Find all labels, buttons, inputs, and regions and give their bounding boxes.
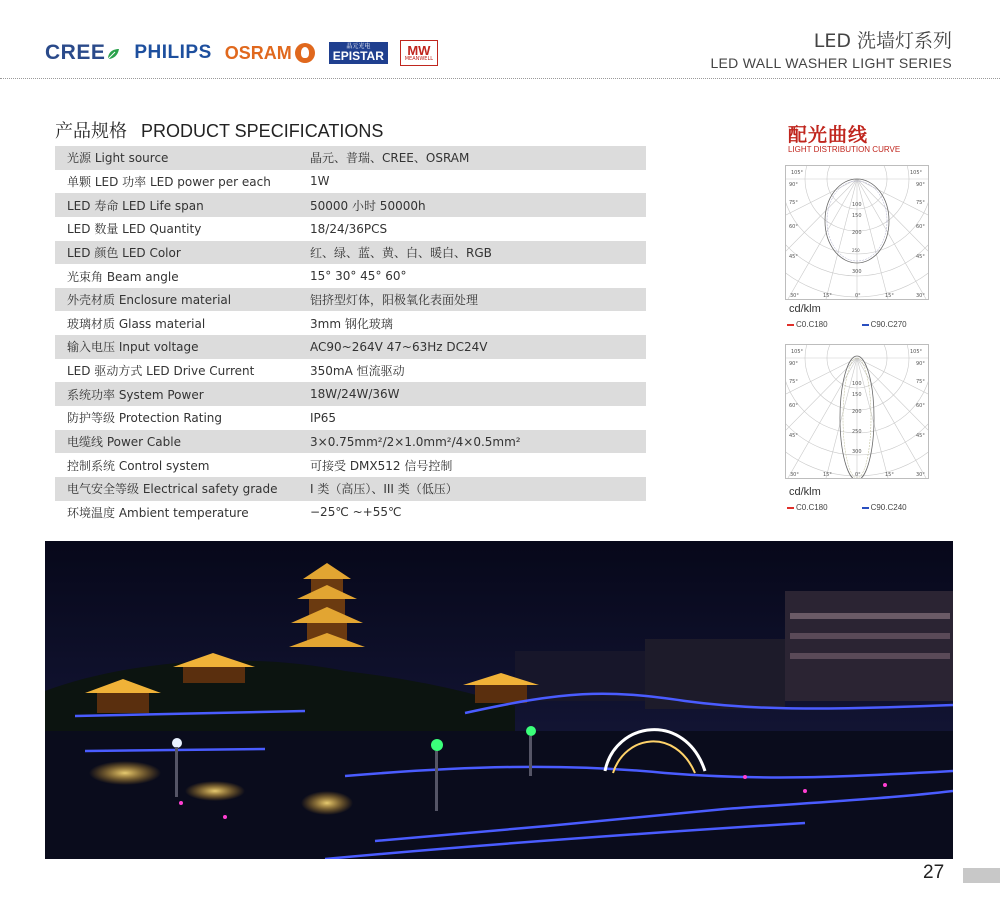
meanwell-mark: MW bbox=[407, 43, 431, 58]
osram-wordmark: OSRAM bbox=[224, 42, 292, 63]
legend-item bbox=[862, 320, 907, 329]
spec-row bbox=[55, 453, 646, 477]
angle-label: 75° bbox=[789, 200, 798, 206]
legend-swatch bbox=[862, 324, 869, 326]
spec-label: 外壳材质 Enclosure material bbox=[55, 288, 310, 312]
spec-row bbox=[55, 311, 646, 335]
spec-label: 防护等级 Protection Rating bbox=[67, 411, 223, 426]
page-number: 27 bbox=[923, 862, 945, 883]
angle-label: 60° bbox=[789, 224, 798, 230]
angle-label: 15° bbox=[823, 472, 832, 478]
spec-label: 玻璃材质 Glass material bbox=[67, 316, 206, 331]
meanwell-logo bbox=[400, 40, 438, 66]
spec-row bbox=[55, 477, 646, 501]
spec-label: LED 数量 LED Quantity bbox=[67, 222, 202, 237]
angle-label: 75° bbox=[789, 379, 798, 385]
angle-label: 0° bbox=[855, 293, 861, 299]
spec-row bbox=[55, 288, 646, 312]
spec-row bbox=[55, 193, 646, 217]
legend-item bbox=[862, 503, 907, 512]
angle-label: 105° bbox=[791, 170, 804, 176]
angle-label: 45° bbox=[789, 254, 798, 260]
radial-label: 100 bbox=[852, 202, 862, 208]
spec-value: −25℃ ~+55℃ bbox=[310, 505, 402, 520]
angle-label: 75° bbox=[916, 379, 925, 385]
spec-value: 3×0.75mm²/2×1.0mm²/4×0.5mm² bbox=[310, 430, 646, 454]
night-scene-illustration bbox=[45, 541, 953, 859]
diagram-1-unit: cd/klm bbox=[789, 303, 821, 315]
distribution-title-en: LIGHT DISTRIBUTION CURVE bbox=[788, 145, 901, 154]
polar-diagram-2 bbox=[785, 344, 929, 479]
spec-value: AC90~264V 47~63Hz DC24V bbox=[310, 335, 646, 359]
spec-label: 光束角 Beam angle bbox=[67, 269, 179, 284]
spec-label: LED 寿命 LED Life span bbox=[55, 193, 310, 217]
angle-label: 30° bbox=[790, 293, 799, 299]
radial-label: 200 bbox=[852, 230, 862, 236]
spec-row bbox=[55, 264, 646, 288]
series-title-cn: LED 洗墙灯系列 bbox=[813, 30, 952, 52]
angle-label: 90° bbox=[789, 361, 798, 367]
radial-label: 250 bbox=[852, 429, 862, 435]
distribution-title-cn: 配光曲线 bbox=[788, 124, 869, 146]
legend-label: C0.C180 bbox=[796, 503, 828, 512]
polar-grid-2 bbox=[786, 345, 928, 478]
spec-row bbox=[55, 406, 646, 430]
spec-value: 350mA 恒流驱动 bbox=[310, 364, 405, 379]
angle-label: 60° bbox=[916, 224, 925, 230]
spec-value: 50000 小时 50000h bbox=[310, 193, 646, 217]
spec-value: I 类（高压）、III 类（低压） bbox=[310, 477, 646, 501]
radial-label: 300 bbox=[852, 449, 862, 455]
spec-label: 单颗 LED 功率 LED power per each bbox=[67, 174, 271, 189]
legend-swatch bbox=[787, 324, 794, 326]
spec-heading-cn: 产品规格 bbox=[55, 121, 127, 142]
polar-diagram-1 bbox=[785, 165, 929, 300]
diagram-2-legend bbox=[787, 503, 907, 512]
spec-heading-en: PRODUCT SPECIFICATIONS bbox=[141, 121, 384, 141]
polar-grid-1 bbox=[786, 166, 928, 299]
osram-logo bbox=[225, 43, 315, 64]
spec-row bbox=[55, 335, 646, 359]
spec-value: 1W bbox=[310, 174, 330, 189]
angle-label: 60° bbox=[916, 403, 925, 409]
distribution-title bbox=[788, 120, 900, 154]
angle-label: 45° bbox=[916, 254, 925, 260]
angle-label: 105° bbox=[910, 170, 923, 176]
angle-label: 45° bbox=[916, 433, 925, 439]
radial-label: 150 bbox=[852, 213, 862, 219]
spec-label: 电缆线 Power Cable bbox=[55, 430, 310, 454]
philips-logo: PHILIPS bbox=[134, 42, 212, 63]
angle-label: 45° bbox=[789, 433, 798, 439]
epistar-cn-text: 晶元光电 bbox=[346, 44, 371, 50]
legend-item bbox=[787, 320, 828, 329]
spec-row bbox=[55, 501, 646, 525]
epistar-logo bbox=[329, 42, 388, 64]
spec-value: 15° 30° 45° 60° bbox=[310, 269, 407, 284]
spec-row bbox=[55, 217, 646, 241]
spec-label: 输入电压 Input voltage bbox=[55, 335, 310, 359]
angle-label: 105° bbox=[791, 349, 804, 355]
angle-label: 30° bbox=[916, 472, 925, 478]
page-tab-bar bbox=[963, 868, 1000, 883]
legend-swatch bbox=[787, 507, 794, 509]
spec-label: 光源 Light source bbox=[55, 146, 310, 170]
angle-label: 30° bbox=[790, 472, 799, 478]
spec-value: 18W/24W/36W bbox=[310, 382, 646, 406]
legend-swatch bbox=[862, 507, 869, 509]
angle-label: 90° bbox=[916, 361, 925, 367]
angle-label: 75° bbox=[916, 200, 925, 206]
spec-row bbox=[55, 170, 646, 194]
angle-label: 0° bbox=[855, 472, 861, 478]
spec-row bbox=[55, 430, 646, 454]
spec-table bbox=[55, 146, 646, 524]
spec-label: LED 颜色 LED Color bbox=[55, 241, 310, 265]
angle-label: 15° bbox=[823, 293, 832, 299]
radial-label: 300 bbox=[852, 269, 862, 275]
angle-label: 15° bbox=[885, 472, 894, 478]
spec-heading bbox=[55, 117, 383, 143]
spec-value: 红、绿、蓝、黄、白、暖白、RGB bbox=[310, 241, 646, 265]
radial-label: 200 bbox=[852, 409, 862, 415]
cree-logo: CREE bbox=[45, 41, 106, 64]
epistar-wordmark: EPISTAR bbox=[332, 49, 384, 63]
spec-row bbox=[55, 359, 646, 383]
spec-label: LED 驱动方式 LED Drive Current bbox=[67, 364, 255, 379]
spec-row bbox=[55, 382, 646, 406]
spec-value: 晶元、普瑞、CREE、OSRAM bbox=[310, 146, 646, 170]
diagram-1-legend bbox=[787, 320, 907, 329]
spec-value: IP65 bbox=[310, 410, 337, 425]
cree-leaf-icon bbox=[106, 46, 120, 60]
series-title bbox=[710, 26, 952, 71]
legend-label: C90.C240 bbox=[870, 503, 907, 512]
spec-label: 系统功率 System Power bbox=[55, 382, 310, 406]
angle-label: 105° bbox=[910, 349, 923, 355]
osram-bulb-icon bbox=[295, 43, 315, 63]
radial-label: 250 bbox=[852, 248, 860, 253]
angle-label: 15° bbox=[885, 293, 894, 299]
brand-logos bbox=[45, 38, 438, 68]
spec-row bbox=[55, 146, 646, 170]
angle-label: 60° bbox=[789, 403, 798, 409]
legend-item bbox=[787, 503, 828, 512]
angle-label: 30° bbox=[916, 293, 925, 299]
legend-label: C90.C270 bbox=[870, 320, 907, 329]
night-scene-photo bbox=[45, 541, 953, 859]
angle-label: 90° bbox=[916, 182, 925, 188]
spec-value: 铝挤型灯体，阳极氧化表面处理 bbox=[310, 288, 646, 312]
header-divider bbox=[0, 78, 1000, 79]
radial-label: 100 bbox=[852, 381, 862, 387]
spec-value: 3mm 钢化玻璃 bbox=[310, 316, 393, 331]
radial-label: 150 bbox=[852, 392, 862, 398]
spec-value: 18/24/36PCS bbox=[310, 221, 388, 236]
legend-label: C0.C180 bbox=[796, 320, 828, 329]
spec-label: 电气安全等级 Electrical safety grade bbox=[55, 477, 310, 501]
meanwell-wordmark: MEANWELL bbox=[404, 56, 434, 62]
series-title-en: LED WALL WASHER LIGHT SERIES bbox=[710, 55, 952, 71]
spec-label: 控制系统 Control system bbox=[67, 458, 210, 473]
diagram-2-unit: cd/klm bbox=[789, 486, 821, 498]
spec-label: 环境温度 Ambient temperature bbox=[67, 505, 249, 520]
spec-value: 可接受 DMX512 信号控制 bbox=[310, 458, 453, 473]
spec-row bbox=[55, 241, 646, 265]
angle-label: 90° bbox=[789, 182, 798, 188]
